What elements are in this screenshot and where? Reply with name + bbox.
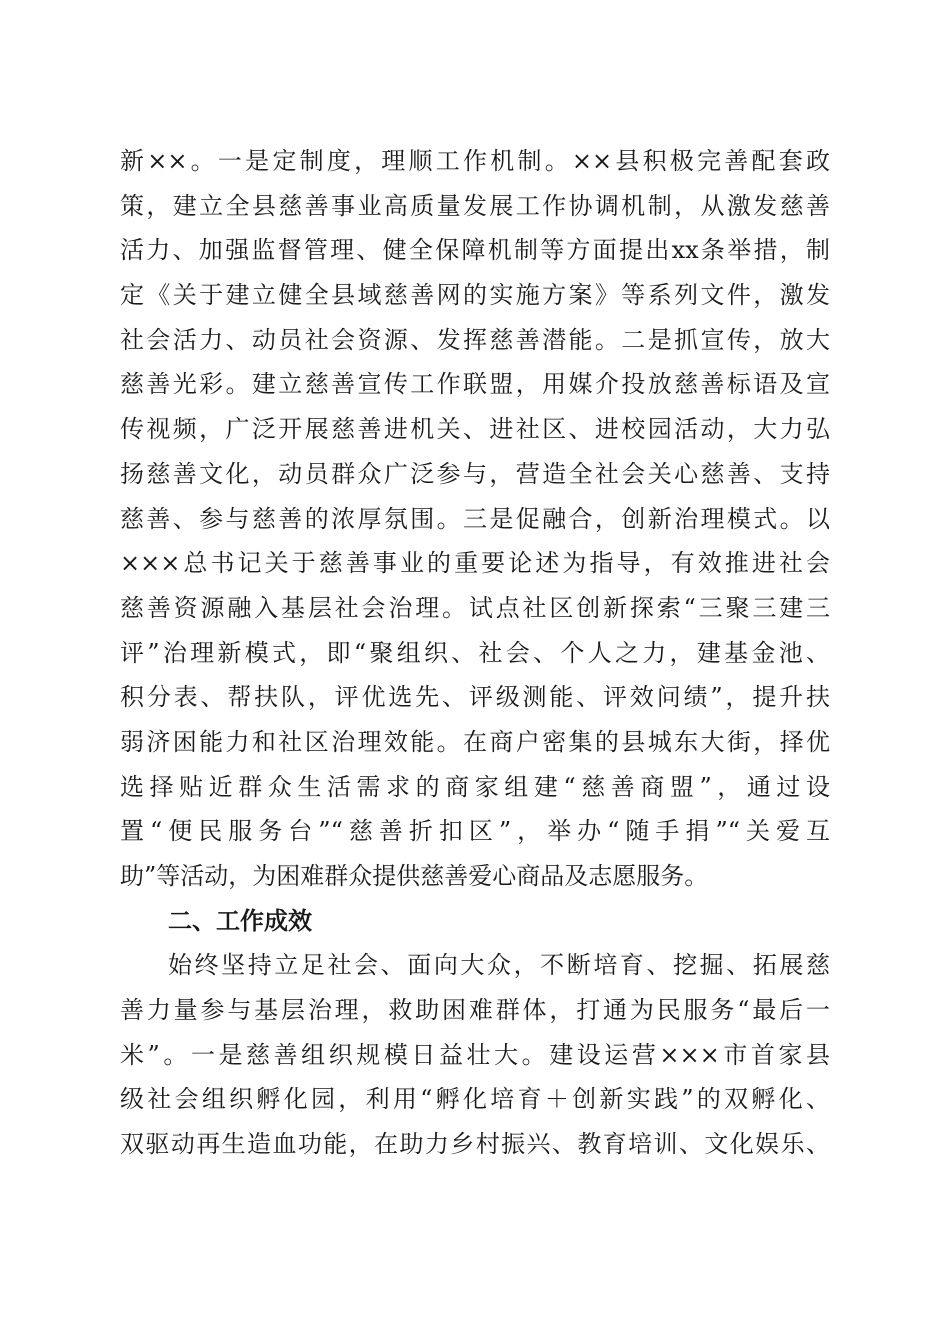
section-heading: 二、工作成效 (168, 906, 312, 935)
paragraph-2-line: 级社会组织孵化园，利用“孵化培育＋创新实践”的双孵化、 (120, 1085, 830, 1114)
document-body (120, 139, 830, 1167)
paragraph-1-line: 传视频，广泛开展慈善进机关、进社区、进校园活动，大力弘 (120, 415, 830, 444)
paragraph-1-line: 定《关于建立健全县域慈善网的实施方案》等系列文件，激发 (120, 281, 830, 310)
paragraph-1-line: 慈善光彩。建立慈善宣传工作联盟，用媒介投放慈善标语及宣 (120, 370, 830, 399)
paragraph-1-line: 助”等活动，为困难群众提供慈善爱心商品及志愿服务。 (120, 862, 709, 890)
paragraph-1-line: 慈善、参与慈善的浓厚氛围。三是促融合，创新治理模式。以 (120, 504, 830, 533)
paragraph-1-line: 活力、加强监督管理、健全保障机制等方面提出xx条举措，制 (120, 236, 830, 265)
paragraph-1-line: 选择贴近群众生活需求的商家组建“慈善商盟”，通过设 (120, 772, 830, 801)
paragraph-1-line: 积分表、帮扶队，评优选先、评级测能、评效问绩”，提升扶 (120, 683, 830, 712)
paragraph-1-line: 置“便民服务台”“慈善折扣区”，举办“随手捐”“关爱互 (120, 817, 830, 846)
paragraph-2-line: 米”。一是慈善组织规模日益壮大。建设运营×××市首家县 (120, 1040, 830, 1069)
paragraph-1-line: ×××总书记关于慈善事业的重要论述为指导，有效推进社会 (120, 549, 830, 578)
paragraph-1-line: 评”治理新模式，即“聚组织、社会、个人之力，建基金池、 (120, 638, 830, 667)
paragraph-1-line: 弱济困能力和社区治理效能。在商户密集的县城东大街，择优 (120, 727, 830, 756)
paragraph-1-line: 社会活力、动员社会资源、发挥慈善潜能。二是抓宣传，放大 (120, 325, 830, 354)
paragraph-2-line: 善力量参与基层治理，救助困难群体，打通为民服务“最后一 (120, 996, 830, 1025)
paragraph-1-line: 策，建立全县慈善事业高质量发展工作协调机制，从激发慈善 (120, 191, 830, 220)
paragraph-1-line: 扬慈善文化，动员群众广泛参与，营造全社会关心慈善、支持 (120, 459, 830, 488)
paragraph-2-line: 双驱动再生造血功能，在助力乡村振兴、教育培训、文化娱乐、 (120, 1130, 830, 1159)
paragraph-2-line: 始终坚持立足社会、面向大众，不断培育、挖掘、拓展慈 (168, 951, 830, 980)
paragraph-1-line: 慈善资源融入基层社会治理。试点社区创新探索“三聚三建三 (120, 593, 830, 622)
paragraph-1-line: 新××。一是定制度，理顺工作机制。××县积极完善配套政 (120, 147, 830, 175)
